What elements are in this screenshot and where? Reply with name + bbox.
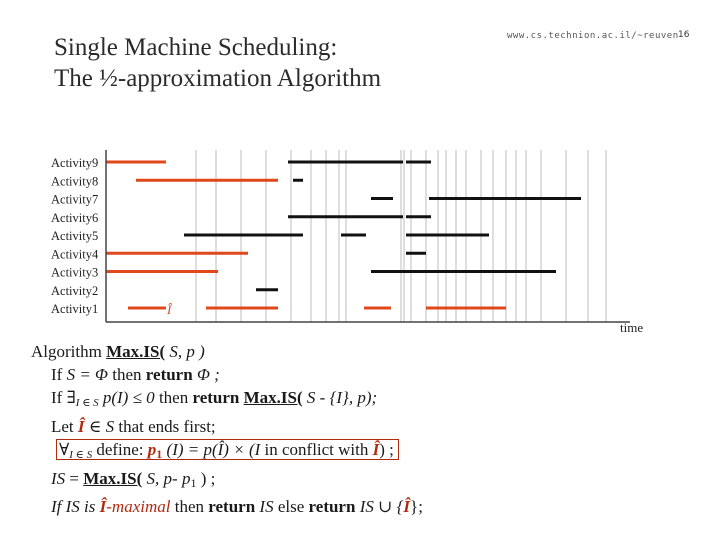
activity-segments [106, 162, 581, 308]
algorithm-line-7: If IS is Î-maximal then return IS else return IS ∪ {Î}; [51, 497, 423, 516]
i-hat-marker: Î [167, 302, 172, 317]
page-number: 16 [678, 30, 690, 40]
algorithm-block [31, 340, 423, 518]
row-label: Activity6 [51, 210, 99, 225]
time-axis-label: time [620, 320, 644, 335]
row-label: Activity1 [51, 302, 99, 316]
title-line-1: Single Machine Scheduling: [54, 34, 338, 61]
row-label: Activity8 [51, 174, 99, 189]
header-url: www.cs.technion.ac.il/~reuven [507, 31, 679, 41]
row-label: Activity2 [51, 283, 99, 298]
row-label: Activity7 [51, 192, 99, 207]
algorithm-line-5 [31, 438, 423, 467]
row-label: Activity3 [51, 265, 99, 280]
row-label: Activity5 [51, 229, 99, 243]
algorithm-line-6: IS = Max.IS( S, p- p1 ) ; [51, 469, 216, 490]
algorithm-line-3: If $\exists_{I \in S}$ p(I) ≤ 0 then return Max.IS( S - {I}, p); [51, 388, 378, 409]
title-line-2: The ½-approximation Algorithm [54, 65, 382, 92]
row-label: Activity4 [51, 247, 99, 262]
algorithm-line-2: If S = Φ then return Φ ; [51, 365, 220, 384]
algorithm-line-4: Let Î ∈ S that ends first; [51, 417, 216, 436]
row-label: Activity9 [51, 156, 99, 170]
algorithm-line-1: Algorithm Max.IS( S, p ) [31, 342, 205, 361]
conflict-definition-box: $\forall_{I \in S}$ define: p1 (I) = p(Î) × (I in conflict with Î) ; [56, 439, 399, 460]
row-labels [51, 156, 99, 316]
